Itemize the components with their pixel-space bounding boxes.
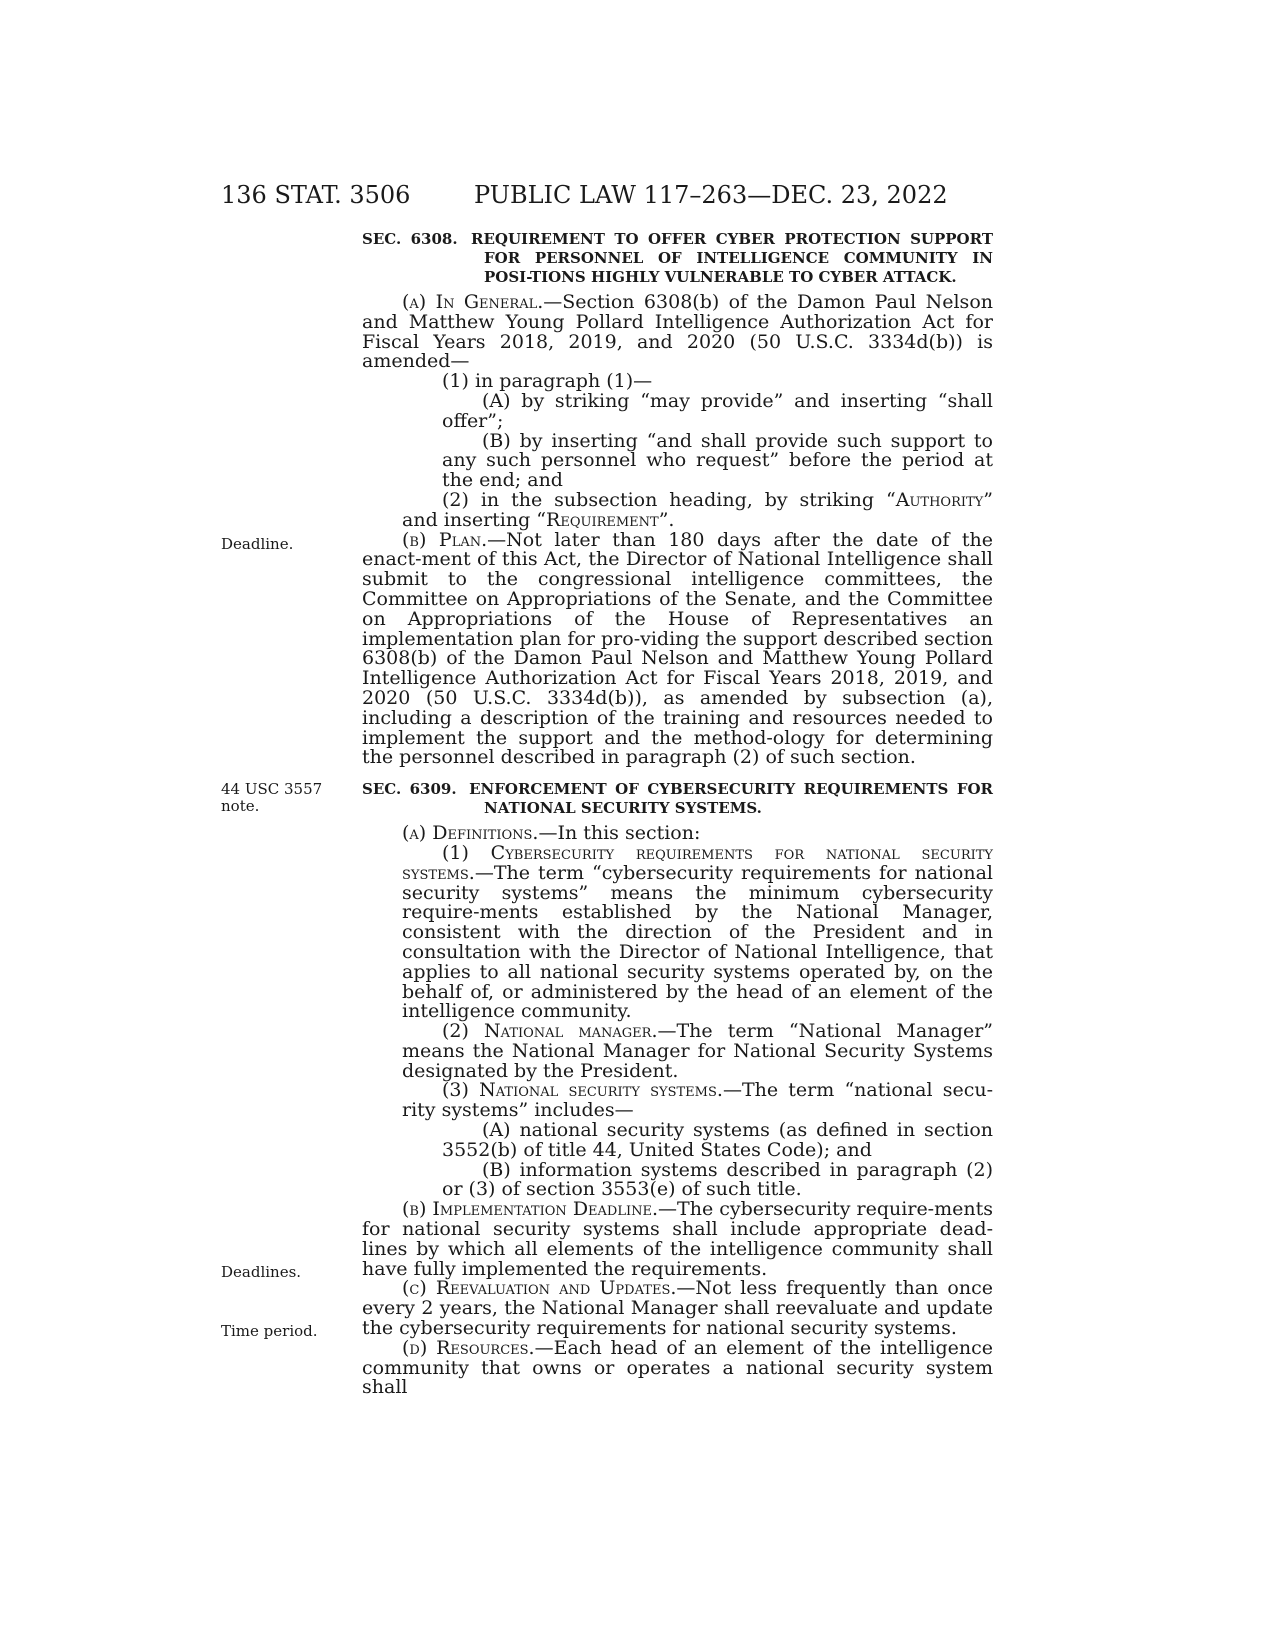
- section-title: REQUIREMENT TO OFFER CYBER PROTECTION SUPPORT FOR PERSONNEL OF INTELLIGENCE COMMUNITY IN POSI-TIONS HIGHLY VULNERABLE TO CYBER ATTACK.: [471, 230, 993, 286]
- subsection-text: —Each head of an element of the intelligence community that owns or operates a national security system shall: [362, 1336, 993, 1399]
- subsection-heading: (a) In General.: [402, 291, 544, 313]
- paragraph-1: [362, 841, 993, 1023]
- margin-note-deadline: Deadline.: [221, 535, 294, 553]
- subsection-heading: (b) Implementation Deadline.: [402, 1198, 659, 1221]
- subsection-a: [362, 824, 993, 844]
- subsection-text: —Section 6308(b) of the Damon Paul Nelson and Matthew Young Pollard Intelligence Authorization Act for Fiscal Years 2018, 2019, and 2020 (50 U.S.C. 3334d(b)) is amended—: [362, 291, 993, 373]
- paragraph-2: [362, 1022, 993, 1081]
- subsection-text: —Not later than 180 days after the date of the enact-ment of this Act, the Director of National Intelligence shall submit to the congressional intelligence committees, the Committee on Appropriations of the Senate, and the Committee on Appropriations of the House of Representatives an implementation plan for pro-viding the support described section 6308(b) of the Damon Paul Nelson and Matthew Young Pollard Intelligence Authorization Act for Fiscal Years 2018, 2019, and 2020 (50 U.S.C. 3334d(b)), as amended by subsection (a), including a description of the training and resources needed to implement the support and the method-ology for determining the personnel described in paragraph (2) of such section.: [362, 528, 993, 769]
- paragraph-text: —The term “cybersecurity requirements for national security systems” means the minimum cybersecurity require-ments established by the National Manager, consistent with the direction of the President and in consultation with the Director of National Intelligence, that applies to all national security systems operated by, on the behalf of, or administered by the head of an element of the intelligence community.: [402, 861, 993, 1023]
- paragraph-heading: (1) Cybersecurity requirements for national security systems.: [402, 841, 993, 884]
- subsection-text: —In this section:: [538, 822, 701, 845]
- paragraph-text: —The term “National Manager” means the National Manager for National Security Systems designated by the President.: [402, 1020, 993, 1082]
- subparagraph-a: (A) national security systems (as defined in section 3552(b) of title 44, United States Code); and: [442, 1119, 993, 1161]
- subsection-d: [362, 1336, 993, 1399]
- statute-page-number: 136 STAT. 3506: [221, 181, 411, 209]
- margin-note-usc-citation: 44 USC 3557 note.: [221, 780, 323, 815]
- subsection-text: —Not less frequently than once every 2 years, the National Manager shall reevaluate and update the cybersecurity requirements for national security systems.: [362, 1277, 993, 1340]
- subsection-b: [362, 1200, 993, 1279]
- subsection-heading: (c) Reevaluation and Updates.: [402, 1277, 677, 1300]
- paragraph-text: ”.: [658, 508, 675, 531]
- struck-heading-word: Authority: [895, 488, 984, 511]
- section-number: SEC. 6309.: [362, 780, 457, 799]
- paragraph-text: ” and inserting “: [402, 488, 993, 531]
- inserted-heading-word: Requirement: [546, 508, 659, 531]
- section-heading-6308: [362, 230, 993, 287]
- subsection-b: [362, 528, 993, 769]
- body-text: [362, 228, 993, 1398]
- paragraph-3: [362, 1081, 993, 1121]
- subsection-heading: (a) Definitions.: [402, 822, 539, 845]
- subsection-text: —The cybersecurity require-ments for national security systems shall include appropriate dead-lines by which all elements of the intelligence community shall have fully implemented the requirements.: [362, 1198, 993, 1280]
- section-number: SEC. 6308.: [362, 230, 458, 248]
- subsection-a: [362, 293, 993, 372]
- section-heading-6309: [362, 780, 993, 818]
- section-title: ENFORCEMENT OF CYBERSECURITY REQUIREMENTS FOR NATIONAL SECURITY SYSTEMS.: [469, 780, 993, 818]
- margin-note-time-period: Time period.: [221, 1322, 318, 1340]
- subsection-heading: (b) Plan.: [402, 528, 488, 551]
- paragraph-heading: (2) National manager.: [442, 1020, 658, 1043]
- subsection-heading: (d) Resources.: [402, 1336, 535, 1359]
- paragraph-text: (2) in the subsection heading, by striking “: [442, 488, 896, 511]
- running-header: PUBLIC LAW 117–263—DEC. 23, 2022: [474, 181, 948, 209]
- subparagraph-b: (B) by inserting “and shall provide such support to any such personnel who request” before the period at the end; and: [442, 429, 993, 492]
- subparagraph-b: (B) information systems described in paragraph (2) or (3) of section 3553(e) of such title.: [442, 1158, 993, 1201]
- margin-note-deadlines: Deadlines.: [221, 1263, 302, 1281]
- subparagraph-a: (A) by striking “may provide” and inserting “shall offer”;: [442, 389, 993, 432]
- paragraph-text: —The term “national secu-rity systems” includes—: [402, 1079, 993, 1122]
- paragraph-heading: (3) National security systems.: [442, 1079, 723, 1102]
- paragraph-2: [362, 488, 993, 531]
- paragraph-1: (1) in paragraph (1)—: [442, 370, 653, 393]
- subsection-c: [362, 1279, 993, 1338]
